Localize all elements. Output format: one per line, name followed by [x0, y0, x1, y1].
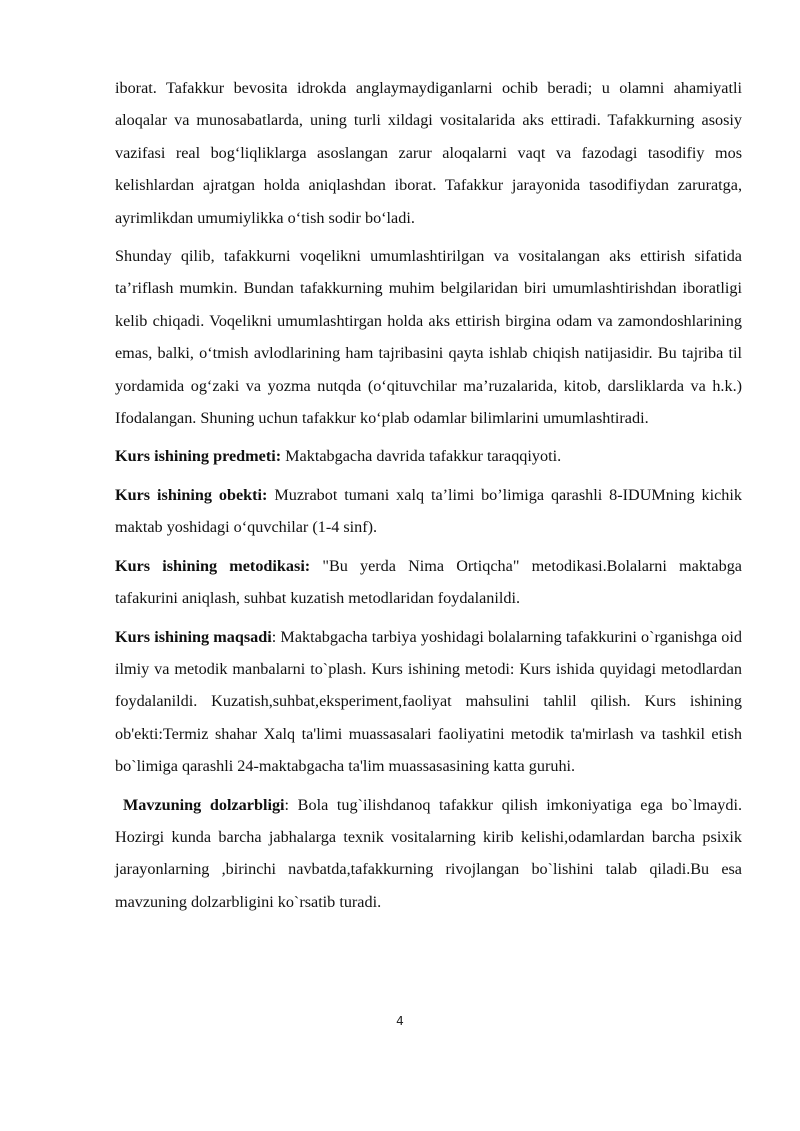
paragraph-label: Mavzuning dolzarbligi — [123, 795, 285, 814]
page-number: 4 — [396, 1014, 404, 1028]
paragraph-text: : Bola tug`ilishdanoq tafakkur qilish imkoniyatiga ega bo`lmaydi. Hozirgi kunda barcha jabhalarga texnik vositalarning kirib kelishi,odamlardan barcha psixik jarayonlarning ,birinchi navbatda,tafakkurning rivojlangan bo`lishini talab qiladi.Bu esa mavzuning dolzarbligini ko`rsatib turadi. — [115, 795, 742, 911]
paragraph-label: Kurs ishining metodikasi: — [115, 556, 311, 575]
paragraph-goal — [115, 621, 742, 783]
paragraph-subject — [115, 440, 742, 472]
paragraph-text: Shunday qilib, tafakkurni voqelikni umumlashtirilgan va vositalangan aks ettirish sifatida ta’riflash mumkin. Bundan tafakkurning muhim belgilaridan biri umumlashtirishdan iboratligi kelib chiqadi. Voqelikni umumlashtirgan holda aks ettirish birgina odam va zamondoshlarining emas, balki, o‘tmish avlodlarining ham tajribasini qayta ishlab chiqish natijasidir. Bu tajriba til yordamida og‘zaki va yozma nutqda (o‘qituvchilar ma’ruzalarida, kitob, darsliklarda va h.k.) Ifodalangan. Shuning uchun tafakkur ko‘plab odamlar bilimlarini umumlashtiradi. — [115, 247, 742, 428]
paragraph-text: "Bu yerda Nima Ortiqcha" metodikasi.Bolalarni maktabga tafakurini aniqlash, suhbat kuzatish metodlaridan foydalanildi. — [115, 556, 742, 608]
paragraph-label: Kurs ishining predmeti: — [115, 447, 282, 466]
paragraph-text: Maktabgacha davrida tafakkur taraqqiyoti. — [281, 447, 562, 466]
paragraph-relevance — [115, 789, 742, 919]
page-body — [115, 72, 742, 924]
paragraph-object — [115, 479, 742, 544]
paragraph-label: Kurs ishining obekti: — [115, 485, 268, 504]
paragraph-methodology — [115, 550, 742, 615]
paragraph-intro — [115, 72, 742, 234]
paragraph-text: : Maktabgacha tarbiya yoshidagi bolalarning tafakkurini o`rganishga oid ilmiy va metodik manbalarni to`plash. Kurs ishining metodi: Kurs ishida quyidagi metodlardan foydalanildi. Kuzatish,suhbat,eksperiment,faoliyat mahsulini tahlil qilish. Kurs ishining ob'ekti:Termiz shahar Xalq ta'limi muassasalari faoliyatini metodik ta'mirlash va tashkil etish bo`limiga qarashli 24-maktabgacha ta'lim muassasasining katta guruhi. — [115, 627, 742, 776]
paragraph-text: iborat. Tafakkur bevosita idrokda anglaymaydiganlarni ochib beradi; u olamni ahamiyatli aloqalar va munosabatlarda, uning turli xildagi vositalarida aks ettiradi. Tafakkurning asosiy vazifasi real bog‘liqliklarga asoslangan zarur aloqalarni vaqt va fazodagi tasodifiy mos kelishlardan ajratgan holda aniqlashdan iborat. Tafakkur jarayonida tasodifiydan zaruratga, ayrimlikdan umumiylikka o‘tish sodir bo‘ladi. — [115, 79, 742, 227]
paragraph-label: Kurs ishining maqsadi — [115, 627, 272, 646]
paragraph-text: Muzrabot tumani xalq ta’limi bo’limiga qarashli 8-IDUMning kichik maktab yoshidagi o‘quvchilar (1-4 sinf). — [115, 485, 742, 537]
paragraph-summary — [115, 240, 742, 434]
